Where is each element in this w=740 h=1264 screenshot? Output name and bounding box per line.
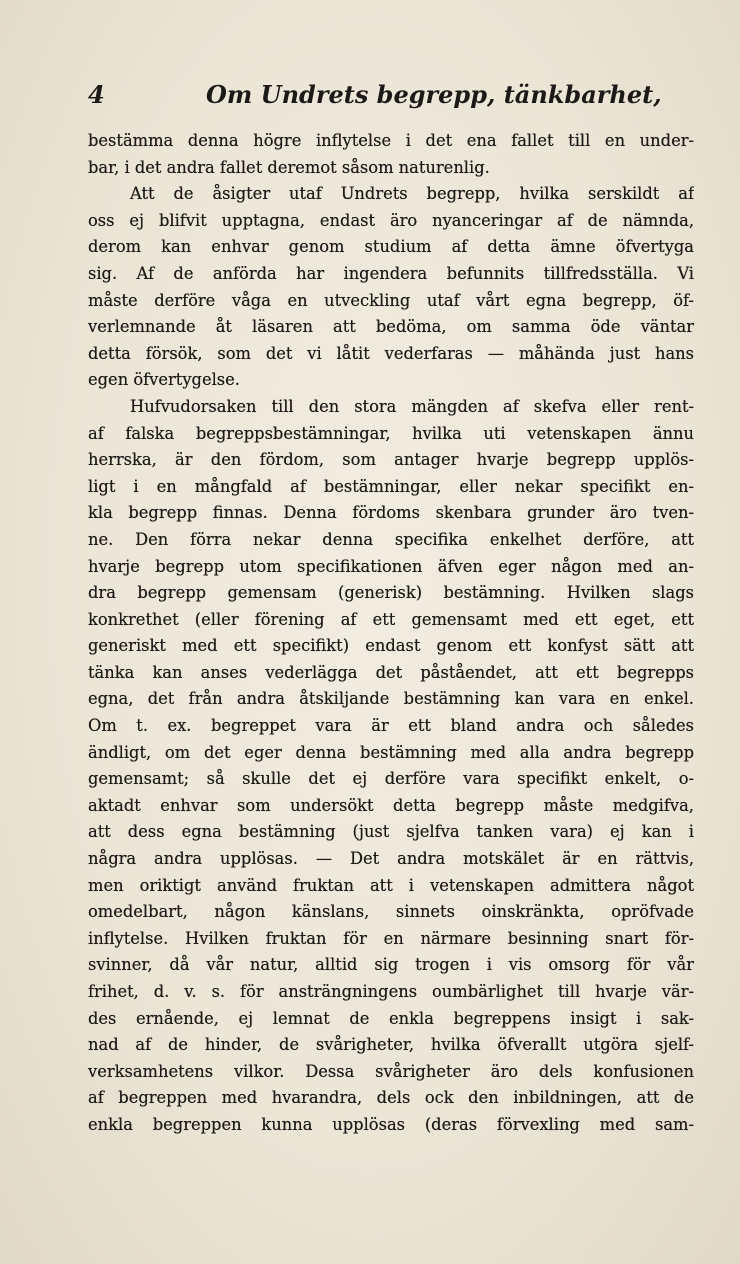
text-line: generiskt med ett specifikt) endast genom ett konfyst sätt att [88,636,694,656]
text-line: derom kan enhvar genom studium af detta ämne öfvertyga [88,237,694,257]
text-line: Hufvudorsaken till den stora mängden af skefva eller rent- [130,396,694,416]
text-line: att dess egna bestämning (just sjelfva tanken vara) ej kan i [88,822,694,842]
text-line: några andra upplösas. — Det andra motskälet är en rättvis, [88,849,694,869]
text-line: ligt i en mångfald af bestämningar, eller nekar specifikt en- [88,476,694,496]
text-line: omedelbart, någon känslans, sinnets oinskränkta, opröfvade [88,902,694,922]
text-line: kla begrepp finnas. Denna fördoms skenbara grunder äro tven- [88,503,694,523]
running-head: Om Undrets begrepp, tänkbarhet, [206,80,662,109]
text-line: egen öfvertygelse. [88,370,240,390]
text-line: des ernående, ej lemnat de enkla begreppens insigt i sak- [88,1008,694,1028]
text-line: detta försök, som det vi låtit vederfaras — måhända just hans [88,343,694,363]
text-line: gemensamt; så skulle det ej derföre vara specifikt enkelt, o- [88,769,694,789]
body-text [88,128,694,1139]
text-line: ändligt, om det eger denna bestämning med alla andra begrepp [88,742,694,762]
text-line: oss ej blifvit upptagna, endast äro nyanceringar af de nämnda, [88,210,694,230]
text-line: frihet, d. v. s. för ansträngningens oumbärlighet till hvarje vär- [88,982,694,1001]
text-line: egna, det från andra åtskiljande bestämning kan vara en enkel. [88,689,694,709]
page-number: 4 [88,80,105,109]
text-line: af falska begreppsbestämningar, hvilka uti vetenskapen ännu [88,423,694,443]
text-line: hvarje begrepp utom specifikationen äfven eger någon med an- [88,556,694,576]
text-line: men oriktigt använd fruktan att i vetenskapen admittera något [88,875,694,895]
text-line: sig. Af de anförda har ingendera befunnits tillfredsställa. Vi [88,263,694,283]
text-line: bar, i det andra fallet deremot såsom naturenlig. [88,157,490,177]
text-line: konkrethet (eller förening af ett gemensamt med ett eget, ett [88,609,694,629]
text-line: verlemnande åt läsaren att bedöma, om samma öde väntar [88,317,694,337]
text-line: svinner, då vår natur, alltid sig trogen i vis omsorg för vår [88,955,694,975]
text-line: enkla begreppen kunna upplösas (deras förvexling med sam- [88,1114,694,1134]
text-line: tänka kan anses vederlägga det påståendet, att ett begrepps [88,662,694,682]
text-line: inflytelse. Hvilken fruktan för en närmare besinning snart för- [88,928,694,948]
text-line: nad af de hinder, de svårigheter, hvilka öfverallt utgöra sjelf- [88,1035,694,1055]
text-line: dra begrepp gemensam (generisk) bestämning. Hvilken slags [88,583,694,603]
text-line: Att de åsigter utaf Undrets begrepp, hvilka serskildt af [130,184,694,204]
text-line: herrska, är den fördom, som antager hvarje begrepp upplös- [88,450,694,470]
page-header [88,80,700,120]
text-line: af begreppen med hvarandra, dels ock den inbildningen, att de [88,1088,694,1108]
text-line: måste derföre våga en utveckling utaf vårt egna begrepp, öf- [88,290,694,310]
text-line: Om t. ex. begreppet vara är ett bland andra och således [88,716,694,736]
text-line: bestämma denna högre inflytelse i det ena fallet till en under- [88,131,694,150]
text-line: ne. Den förra nekar denna specifika enkelhet derföre, att [88,529,694,549]
text-line: aktadt enhvar som undersökt detta begrepp måste medgifva, [88,795,694,815]
text-line: verksamhetens vilkor. Dessa svårigheter äro dels konfusionen [88,1061,694,1081]
